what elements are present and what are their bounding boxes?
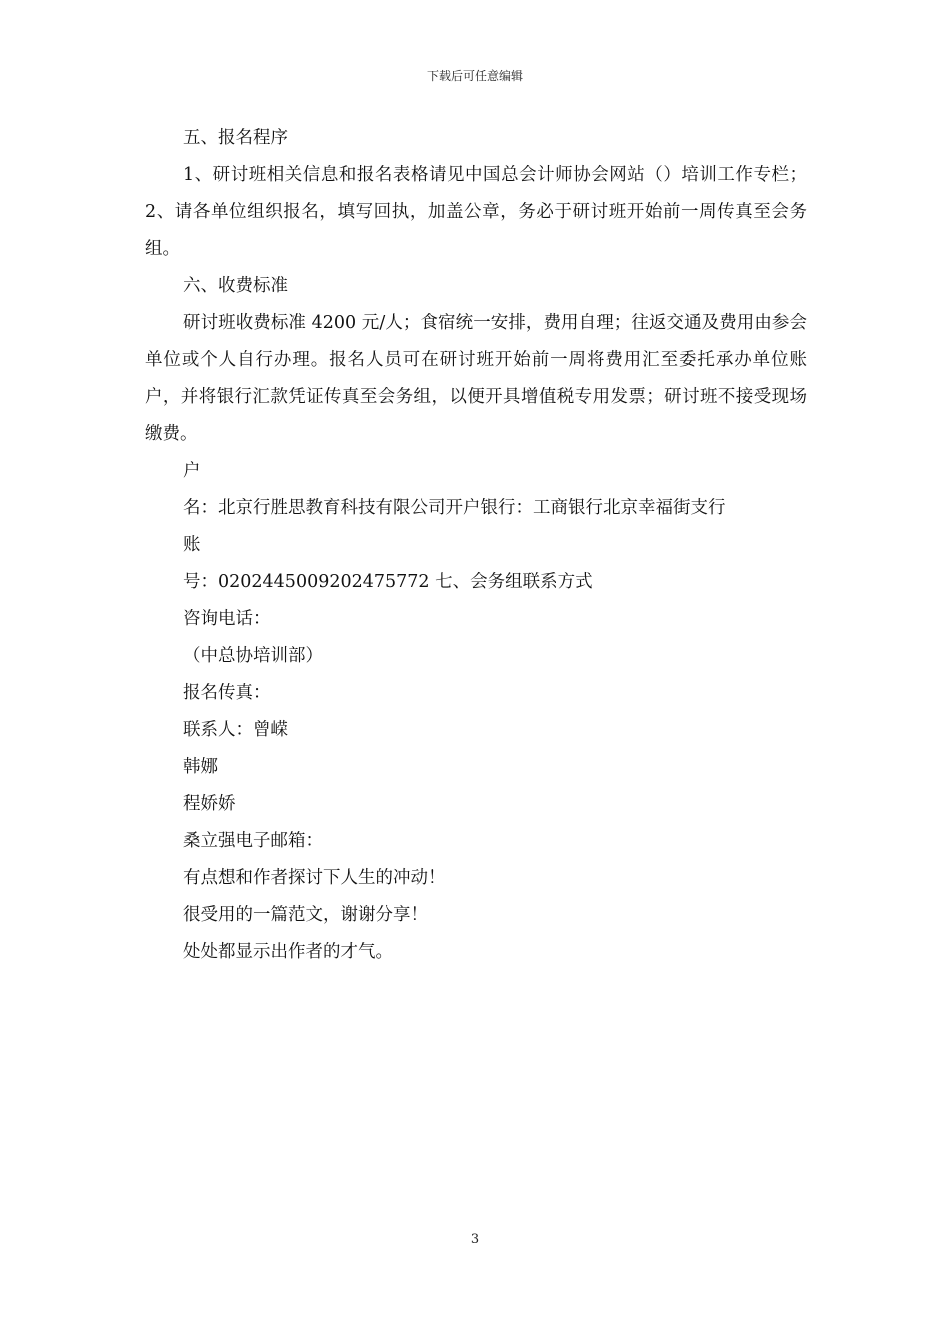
- comment-1: 有点想和作者探讨下人生的冲动！: [183, 868, 446, 888]
- comment-2: 很受用的一篇范文，谢谢分享！: [183, 905, 428, 925]
- section6-paragraph: 研讨班收费标准 4200 元/人；食宿统一安排，费用自理；往返交通及费用由参会单位或个人自行办理。报名人员可在研讨班开始前一周将费用汇至委托承办单位账户，并将银行汇款凭证传真至会务组，以便开具增值税专用发票；研讨班不接受现场缴费。: [145, 313, 807, 444]
- fax-line: 报名传真：: [183, 683, 271, 703]
- contact-3: 程娇娇: [183, 794, 236, 814]
- department-line: （中总协培训部）: [183, 646, 323, 666]
- account-number-line: 号：0202445009202475772 七、会务组联系方式: [183, 572, 593, 592]
- page-number: 3: [470, 1232, 480, 1247]
- page-header: 下载后可任意编辑: [426, 69, 523, 83]
- email-line: 桑立强电子邮箱：: [183, 831, 323, 851]
- document-body: [145, 120, 807, 971]
- section5-title: 五、报名程序: [183, 128, 288, 148]
- contact-2: 韩娜: [183, 757, 218, 777]
- account-name-line: 名：北京行胜思教育科技有限公司开户银行：工商银行北京幸福街支行: [183, 498, 726, 518]
- section6-title: 六、收费标准: [183, 276, 288, 296]
- account-number-label: 账: [183, 535, 201, 555]
- section5-paragraph: 1、研讨班相关信息和报名表格请见中国总会计师协会网站（）培训工作专栏；2、请各单位组织报名，填写回执，加盖公章，务必于研讨班开始前一周传真至会务组。: [145, 165, 807, 259]
- phone-line: 咨询电话：: [183, 609, 271, 629]
- contact-line: 联系人：曾嵘: [183, 720, 288, 740]
- account-name-label: 户: [183, 461, 201, 481]
- comment-3: 处处都显示出作者的才气。: [183, 942, 393, 962]
